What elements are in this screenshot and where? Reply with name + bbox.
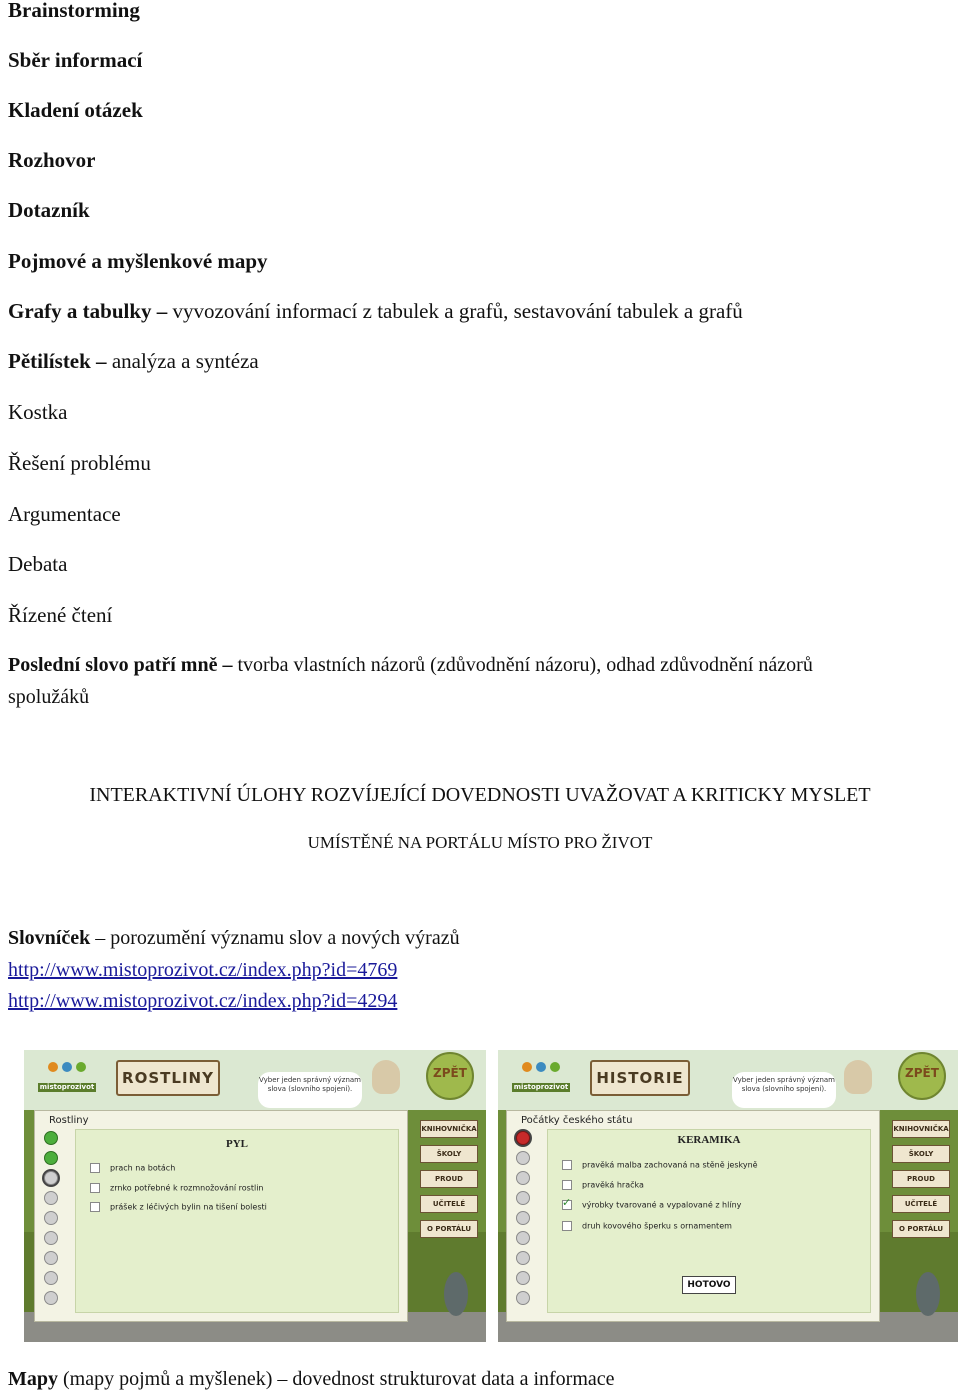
checkbox-checked[interactable] — [562, 1200, 572, 1210]
menu-ucitele[interactable]: UČITELÉ — [892, 1195, 950, 1213]
menu-proud[interactable]: PROUD — [420, 1170, 478, 1188]
quiz-word: KERAMIKA — [677, 1134, 741, 1146]
back-button[interactable]: ZPĚT — [426, 1052, 474, 1100]
screenshot-rostliny — [24, 1050, 486, 1342]
section-heading: INTERAKTIVNÍ ÚLOHY ROZVÍJEJÍCÍ DOVEDNOSTI UVAŽOVAT A KRITICKY MYSLET — [89, 784, 871, 806]
checkbox[interactable] — [562, 1180, 572, 1190]
checkbox[interactable] — [90, 1183, 100, 1193]
list-item: Argumentace — [8, 502, 121, 526]
answer-option[interactable]: pravěká malba zachovaná na stěně jeskyně — [562, 1160, 758, 1170]
question-indicator[interactable] — [44, 1291, 58, 1305]
quiz-word: PYL — [226, 1138, 248, 1150]
question-indicator[interactable] — [516, 1211, 530, 1225]
question-indicator[interactable] — [44, 1191, 58, 1205]
question-indicator[interactable] — [44, 1171, 58, 1185]
question-indicator[interactable] — [44, 1151, 58, 1165]
answer-option[interactable]: prášek z léčivých bylin na tišení bolesti — [90, 1202, 267, 1212]
list-item: Debata — [8, 552, 68, 576]
menu-skoly[interactable]: ŠKOLY — [892, 1145, 950, 1163]
list-item: Rozhovor — [8, 148, 96, 172]
list-item: Pojmové a myšlenkové mapy — [8, 249, 268, 273]
menu-o-portalu[interactable]: O PORTÁLU — [892, 1220, 950, 1238]
list-item: Řízené čtení — [8, 603, 113, 627]
link-2-line — [8, 988, 397, 1014]
tree-icon — [916, 1272, 940, 1316]
answer-option[interactable]: prach na botách — [90, 1163, 175, 1173]
checkbox[interactable] — [90, 1202, 100, 1212]
list-item: Brainstorming — [8, 0, 140, 22]
menu-knihovnicka[interactable]: KNIHOVNIČKA — [892, 1120, 950, 1138]
panel-title: Počátky českého státu — [521, 1115, 633, 1126]
question-indicator[interactable] — [44, 1251, 58, 1265]
menu-skoly[interactable]: ŠKOLY — [420, 1145, 478, 1163]
panel-title: Rostliny — [49, 1115, 89, 1126]
back-button[interactable]: ZPĚT — [898, 1052, 946, 1100]
checkbox[interactable] — [562, 1221, 572, 1231]
tree-icon — [444, 1272, 468, 1316]
question-indicator[interactable] — [516, 1271, 530, 1285]
screenshot-historie — [498, 1050, 958, 1342]
done-button[interactable]: HOTOVO — [682, 1276, 736, 1294]
question-indicator[interactable] — [516, 1291, 530, 1305]
question-indicator[interactable] — [516, 1131, 530, 1145]
question-indicator[interactable] — [516, 1251, 530, 1265]
menu-ucitele[interactable]: UČITELÉ — [420, 1195, 478, 1213]
list-item: Pětilístek – analýza a syntéza — [8, 349, 259, 373]
section-subheading: UMÍSTĚNÉ NA PORTÁLU MÍSTO PRO ŽIVOT — [307, 833, 653, 852]
instruction-bubble: Vyber jeden správný význam slova (slovního spojení). — [258, 1072, 362, 1108]
list-item: Grafy a tabulky – vyvozování informací z tabulek a grafů, sestavování tabulek a grafů — [8, 299, 743, 323]
topic-sign: ROSTLINY — [116, 1060, 220, 1096]
menu-o-portalu[interactable]: O PORTÁLU — [420, 1220, 478, 1238]
question-indicator[interactable] — [516, 1151, 530, 1165]
answer-option[interactable]: zrnko potřebné k rozmnožování rostlin — [90, 1183, 264, 1193]
list-item-continuation: spolužáků — [8, 686, 90, 708]
menu-proud[interactable]: PROUD — [892, 1170, 950, 1188]
list-item: Řešení problému — [8, 451, 151, 475]
link-4769[interactable]: http://www.mistoprozivot.cz/index.php?id=4769 — [8, 959, 398, 981]
topic-sign: HISTORIE — [590, 1060, 690, 1096]
question-indicator[interactable] — [44, 1131, 58, 1145]
portal-logo[interactable]: mistoprozivot — [38, 1060, 96, 1092]
link-4294[interactable]: http://www.mistoprozivot.cz/index.php?id=4294 — [8, 990, 398, 1012]
checkbox[interactable] — [562, 1160, 572, 1170]
answer-option[interactable]: ✓výrobky tvarované a vypalované z hlíny — [562, 1200, 741, 1210]
checkbox[interactable] — [90, 1163, 100, 1173]
portal-logo[interactable]: mistoprozivot — [512, 1060, 570, 1092]
owl-icon — [844, 1060, 872, 1094]
question-indicator[interactable] — [516, 1191, 530, 1205]
answer-option[interactable]: pravěká hračka — [562, 1180, 644, 1190]
list-item: Sběr informací — [8, 48, 143, 72]
side-menu — [420, 1120, 478, 1245]
slovnicek-line: Slovníček – porozumění významu slov a nových výrazů — [8, 927, 460, 949]
quiz-box — [75, 1129, 399, 1313]
question-indicator[interactable] — [44, 1231, 58, 1245]
list-item: Kostka — [8, 400, 68, 424]
link-1-line — [8, 957, 397, 983]
quiz-panel — [34, 1110, 408, 1322]
question-indicator[interactable] — [516, 1231, 530, 1245]
instruction-bubble: Vyber jeden správný význam slova (slovního spojení). — [732, 1072, 836, 1108]
list-item: Poslední slovo patří mně – tvorba vlastních názorů (zdůvodnění názoru), odhad zdůvodnění názorů — [8, 654, 813, 676]
owl-icon — [372, 1060, 400, 1094]
mapy-line: Mapy (mapy pojmů a myšlenek) – dovednost strukturovat data a informace — [8, 1368, 615, 1390]
list-item: Dotazník — [8, 198, 90, 222]
side-menu — [892, 1120, 950, 1245]
menu-knihovnicka[interactable]: KNIHOVNIČKA — [420, 1120, 478, 1138]
question-indicator[interactable] — [516, 1171, 530, 1185]
answer-option[interactable]: druh kovového šperku s ornamentem — [562, 1221, 732, 1231]
question-indicator[interactable] — [44, 1271, 58, 1285]
list-item: Kladení otázek — [8, 98, 143, 122]
question-indicator[interactable] — [44, 1211, 58, 1225]
